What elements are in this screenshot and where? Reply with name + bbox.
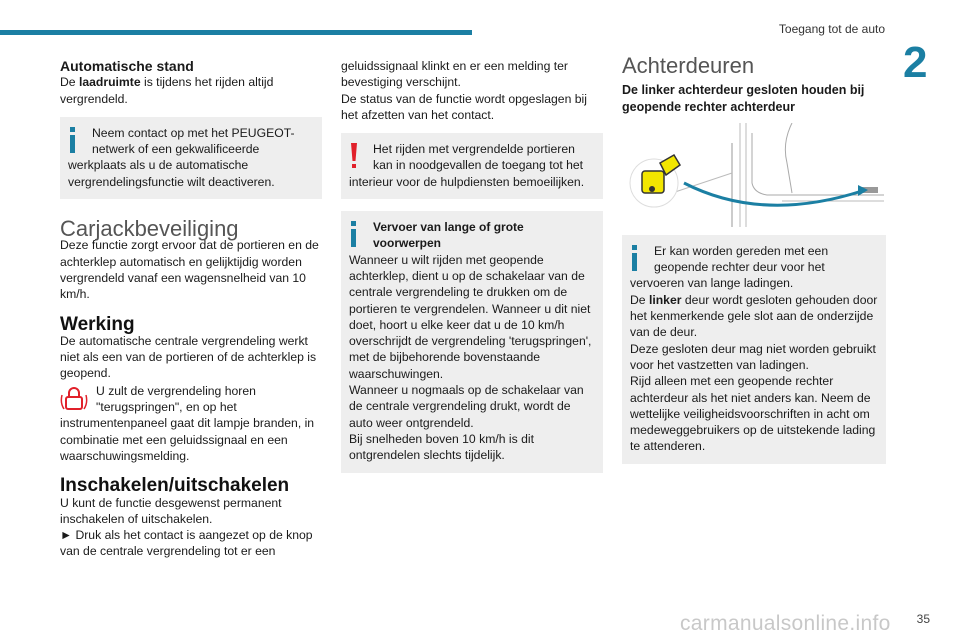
info-icon [628, 243, 642, 273]
status-text: De status van de functie wordt opgeslagen bij het afzetten van het contact. [341, 91, 587, 122]
info-icon [347, 219, 361, 249]
info-paragraph: Wanneer u nogmaals op de schakelaar van de centrale vergrendeling drukt, wordt de auto weer ontgrendeld. [349, 383, 584, 430]
werking-text: De automatische centrale vergrendeling werkt niet als een van de portieren of de achterklep is geopend. [60, 333, 317, 381]
info-paragraph: Bij snelheden boven 10 km/h is dit ontgrendelen slechts tijdelijk. [349, 431, 534, 463]
info-title: voorwerpen [373, 236, 442, 251]
header-accent-bar [0, 30, 472, 35]
page-number: 35 [916, 612, 930, 626]
switch-text: U kunt de functie desgewenst permanent inschakelen of uitschakelen. [60, 495, 282, 526]
warning-exclamation-icon [347, 141, 361, 171]
note-line: netwerk of een gekwalificeerde [92, 142, 260, 157]
watermark: carmanualsonline.info [680, 612, 891, 635]
achterdeuren-subheading: De linker achterdeur gesloten houden bij geopende rechter achterdeur [622, 83, 865, 114]
warning-line: kan in noodgevallen de toegang tot het [373, 158, 584, 173]
warning-note [341, 133, 603, 199]
auto-heading: Automatische stand [60, 58, 194, 74]
auto-text: De laadruimte is tijdens het rijden altijd vergrendeld. [60, 75, 274, 106]
note-paragraph: De linker deur wordt gesloten gehouden door het kenmerkende gele slot aan de onderzijde van de deur. [630, 292, 878, 340]
note-paragraph: Rijd alleen met een geopende rechter achterdeur als het niet anders kan. Neem de wettelijke veiligheidsvoorschriften in acht om medeweggebruikers op de uitstekende lading te attenderen. [630, 374, 876, 454]
note-line: geopende rechter deur voor het [654, 260, 825, 275]
switch-heading: Inschakelen/uitschakelen [60, 475, 290, 497]
switch-step: ► Druk als het contact is aangezet op de knop van de centrale vergrendeling tot er een [60, 528, 313, 559]
carjack-text: Deze functie zorgt ervoor dat de portieren en de achterklep automatisch en gelijktijdig worden vergrendeld vanaf een wagensnelheid van 10 km/h. [60, 238, 319, 302]
note-text: werkplaats als u de automatische vergrendelingsfunctie wilt deactiveren. [68, 158, 275, 189]
section-title: Toegang tot de auto [778, 22, 885, 36]
lamp-paragraph [60, 383, 322, 464]
werking-heading: Werking [60, 313, 135, 335]
note-text: vervoeren van lange ladingen. [630, 276, 794, 291]
achterdeuren-heading: Achterdeuren [622, 53, 755, 78]
column-2 [341, 58, 603, 473]
lock-warning-lamp-icon [60, 385, 88, 415]
continued-text: geluidssignaal klinkt en er een melding ter bevestiging verschijnt. [341, 59, 568, 90]
info-note-open-door [622, 235, 886, 464]
column-1 [60, 58, 322, 560]
info-icon [66, 125, 80, 155]
info-paragraph: Wanneer u wilt rijden met geopende achterklep, dient u op de schakelaar van de centrale vergrendeling te drukken om de portieren te vergrendelen. Wanneer u dit niet doet, hoort u elke keer dat u de 10 km/h overschrijdt de vergrendeling 'terugspringen', met de bijbehorende bovenstaande waarschuwingen. [349, 252, 592, 381]
note-line: Er kan worden gereden met een [654, 243, 829, 258]
warning-line: Het rijden met vergrendelde portieren [373, 142, 575, 157]
info-title: Vervoer van lange of grote [373, 220, 524, 235]
chapter-number: 2 [903, 38, 928, 87]
lamp-line: "terugspringen", en op het [96, 400, 237, 415]
note-paragraph: Deze gesloten deur mag niet worden gebruikt voor het vastzetten van ladingen. [630, 341, 876, 372]
column-3 [622, 53, 886, 464]
lamp-line: U zult de vergrendeling horen [96, 383, 256, 398]
lamp-text: instrumentenpaneel gaat dit lampje branden, in combinatie met een geluidssignaal en een waarschuwingsmelding. [60, 416, 315, 463]
rear-door-lock-illustration [622, 123, 884, 227]
warning-text: interieur voor de hulpdiensten bemoeilijken. [349, 174, 585, 189]
info-note-long-objects [341, 211, 603, 472]
note-line: Neem contact op met het PEUGEOT- [92, 125, 295, 140]
carjack-heading: Carjackbeveiliging [60, 216, 239, 242]
info-note-network [60, 117, 322, 199]
